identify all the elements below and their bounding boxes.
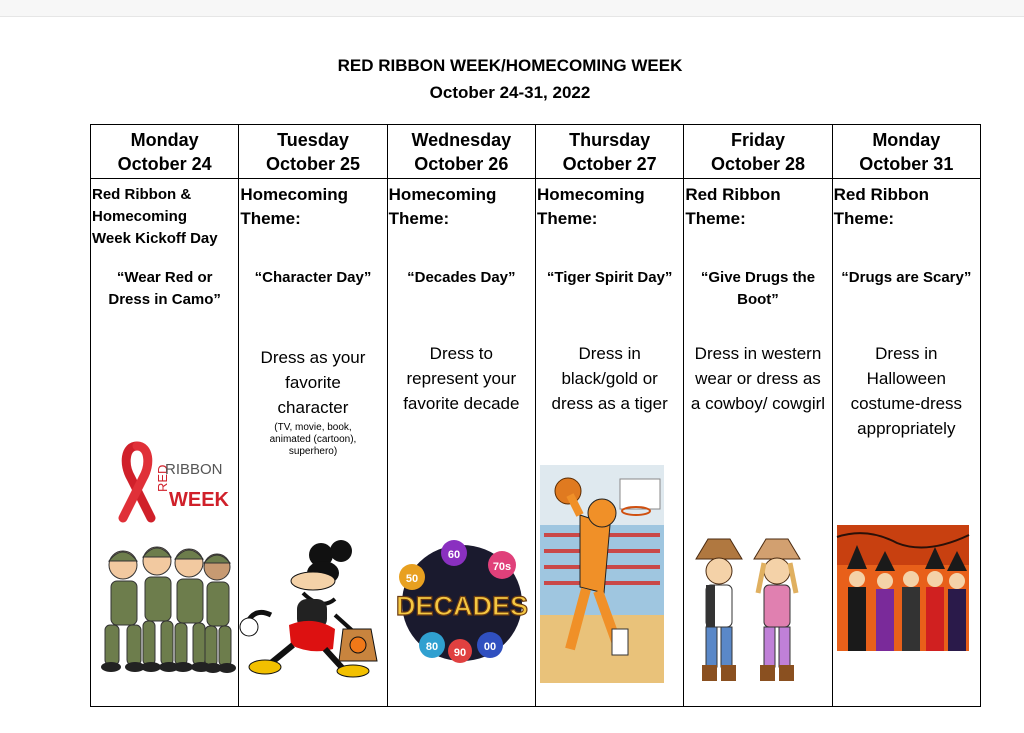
- theme-quote: “Decades Day”: [407, 269, 516, 286]
- theme-label: Red Ribbon Theme:: [685, 185, 781, 228]
- svg-text:60: 60: [447, 549, 460, 561]
- cowboy-cowgirl-clipart: [692, 535, 808, 689]
- svg-text:00: 00: [483, 641, 496, 653]
- cell-wednesday-oct26: [387, 179, 535, 707]
- theme-label: Homecoming Theme:: [240, 185, 349, 228]
- header-tuesday-oct25: [239, 125, 387, 179]
- logo-word-ribbon: RIBBON: [165, 461, 223, 478]
- viewer-top-bar: [0, 0, 1024, 17]
- svg-text:90: 90: [453, 647, 466, 659]
- day-date: October 26: [414, 153, 509, 174]
- theme-label: Homecoming Theme:: [388, 185, 497, 228]
- dress-description: Dress in western wear or dress as a cowboy/ cowgirl: [690, 344, 826, 413]
- logo-word-red: RED: [155, 464, 170, 492]
- tiger-basketball-clipart: [540, 465, 664, 683]
- header-friday-oct28: [684, 125, 832, 179]
- day-date: October 24: [117, 153, 212, 174]
- theme-quote: “Drugs are Scary”: [841, 269, 972, 286]
- description-text: Dress as your favorite character: [260, 348, 366, 417]
- schedule-table: [90, 124, 981, 707]
- svg-text:50: 50: [405, 573, 418, 585]
- dress-description: Dress in black/gold or dress as a tiger: [551, 344, 668, 413]
- theme-label: Homecoming Theme:: [536, 185, 645, 228]
- header-monday-oct31: [832, 125, 980, 179]
- header-wednesday-oct26: [387, 125, 535, 179]
- theme-quote: “Give Drugs the Boot”: [700, 269, 816, 308]
- cell-monday-oct24: [91, 179, 239, 707]
- dress-description: Dress in Halloween costume-dress appropriately: [850, 344, 963, 438]
- dress-description: [239, 345, 386, 458]
- day-date: October 31: [859, 153, 954, 174]
- cell-thursday-oct27: [535, 179, 683, 707]
- header-monday-oct24: [91, 125, 239, 179]
- logo-word-week: WEEK: [169, 489, 229, 511]
- header-row: [91, 125, 981, 179]
- decades-word: DECADES: [395, 591, 528, 621]
- dress-description: Dress to represent your favorite decade: [403, 344, 520, 413]
- content-row: [91, 179, 981, 707]
- halloween-costume-photo: [837, 525, 969, 651]
- camo-soldiers-clipart: [95, 537, 233, 677]
- document-title: [0, 52, 1020, 106]
- goofy-character-clipart: [241, 537, 381, 677]
- cell-tuesday-oct25: [239, 179, 387, 707]
- day-date: October 25: [265, 153, 361, 174]
- header-thursday-oct27: [535, 125, 683, 179]
- description-note: (TV, movie, book, animated (cartoon), superhero): [269, 422, 357, 457]
- day-date: October 28: [710, 153, 805, 174]
- theme-quote: “Tiger Spirit Day”: [546, 269, 673, 286]
- svg-text:70s: 70s: [492, 561, 511, 573]
- day-name: Friday: [730, 129, 785, 150]
- theme-label: Red Ribbon & Homecoming Week Kickoff Day: [92, 186, 218, 247]
- theme-quote: “Wear Red or Dress in Camo”: [108, 269, 221, 308]
- title-line-1: RED RIBBON WEEK/HOMECOMING WEEK: [337, 56, 683, 75]
- theme-quote: “Character Day”: [254, 269, 372, 286]
- cell-monday-oct31: [832, 179, 980, 707]
- cell-friday-oct28: [684, 179, 832, 707]
- day-name: Thursday: [569, 129, 651, 150]
- svg-text:80: 80: [425, 641, 438, 653]
- title-line-2: October 24-31, 2022: [429, 83, 591, 102]
- day-name: Monday: [872, 129, 941, 150]
- theme-label: Red Ribbon Theme:: [833, 185, 930, 228]
- day-name: Wednesday: [411, 129, 512, 150]
- decades-art-graphic: [394, 537, 530, 667]
- day-name: Tuesday: [277, 129, 349, 150]
- day-name: Monday: [130, 129, 199, 150]
- day-date: October 27: [562, 153, 657, 174]
- red-ribbon-week-logo: [107, 434, 229, 534]
